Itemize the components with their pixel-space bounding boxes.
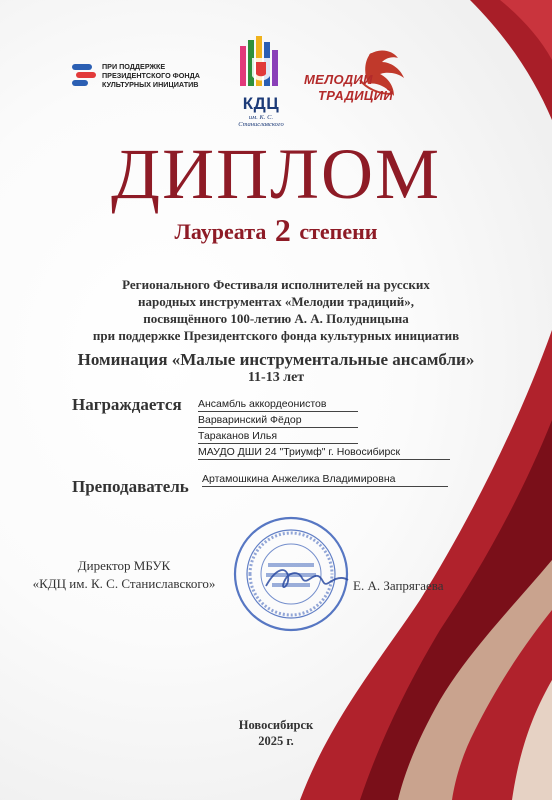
- festival-line: посвящённого 100-летию А. А. Полудницына: [143, 311, 409, 326]
- diploma-title: ДИПЛОМ: [111, 134, 441, 214]
- laureate-degree: 2: [274, 212, 291, 248]
- festival-description: [0, 276, 552, 344]
- age-group: 11-13 лет: [247, 370, 305, 385]
- presidential-fund-icon: [72, 64, 98, 86]
- year: 2025 г.: [258, 734, 294, 748]
- teacher-label: Преподаватель: [72, 477, 189, 496]
- melodies-line: МЕЛОДИИ: [304, 72, 373, 87]
- city-year: [0, 717, 552, 749]
- signature-icon: [262, 560, 352, 600]
- presidential-fund-logo: [72, 62, 222, 94]
- kdc-emblem-icon: [226, 36, 296, 94]
- kdc-name: КДЦ: [242, 94, 280, 113]
- city: Новосибирск: [238, 718, 314, 732]
- melodies-logo: [300, 44, 412, 108]
- awarded-line: Варваринский Фёдор: [198, 414, 358, 428]
- director-line: «КДЦ им. К. С. Станиславского»: [32, 576, 216, 591]
- director-line: Директор МБУК: [77, 558, 171, 573]
- melodies-line: ТРАДИЦИЙ: [318, 88, 393, 103]
- festival-line: народных инструментах «Мелодии традиций»,: [137, 294, 415, 309]
- laureate-suffix: степени: [299, 219, 378, 244]
- laureate-line: [0, 212, 552, 249]
- festival-line: Регионального Фестиваля исполнителей на русских: [122, 277, 430, 292]
- nomination: Номинация «Малые инструментальные ансамбли»: [77, 350, 475, 369]
- psfci-line: ПРЕЗИДЕНТСКОГО ФОНДА: [102, 71, 200, 80]
- director-title: [18, 557, 230, 593]
- awarded-line: Ансамбль аккордеонистов: [198, 398, 358, 412]
- psfci-line: ПРИ ПОДДЕРЖКЕ: [102, 62, 166, 71]
- awarded-line: МАУДО ДШИ 24 "Триумф" г. Новосибирск: [198, 446, 450, 460]
- psfci-line: КУЛЬТУРНЫХ ИНИЦИАТИВ: [102, 80, 199, 89]
- festival-line: при поддержке Президентского фонда культурных инициатив: [92, 328, 460, 343]
- kdc-logo: [226, 36, 296, 128]
- awarded-label: Награждается: [72, 395, 182, 414]
- kdc-subtitle: им. К. С. Станиславского: [238, 114, 284, 128]
- director-name: Е. А. Запрягаева: [353, 578, 444, 593]
- teacher-name: Артамошкина Анжелика Владимировна: [202, 473, 448, 487]
- laureate-prefix: Лауреата: [174, 219, 267, 244]
- awarded-line: Тараканов Илья: [198, 430, 358, 444]
